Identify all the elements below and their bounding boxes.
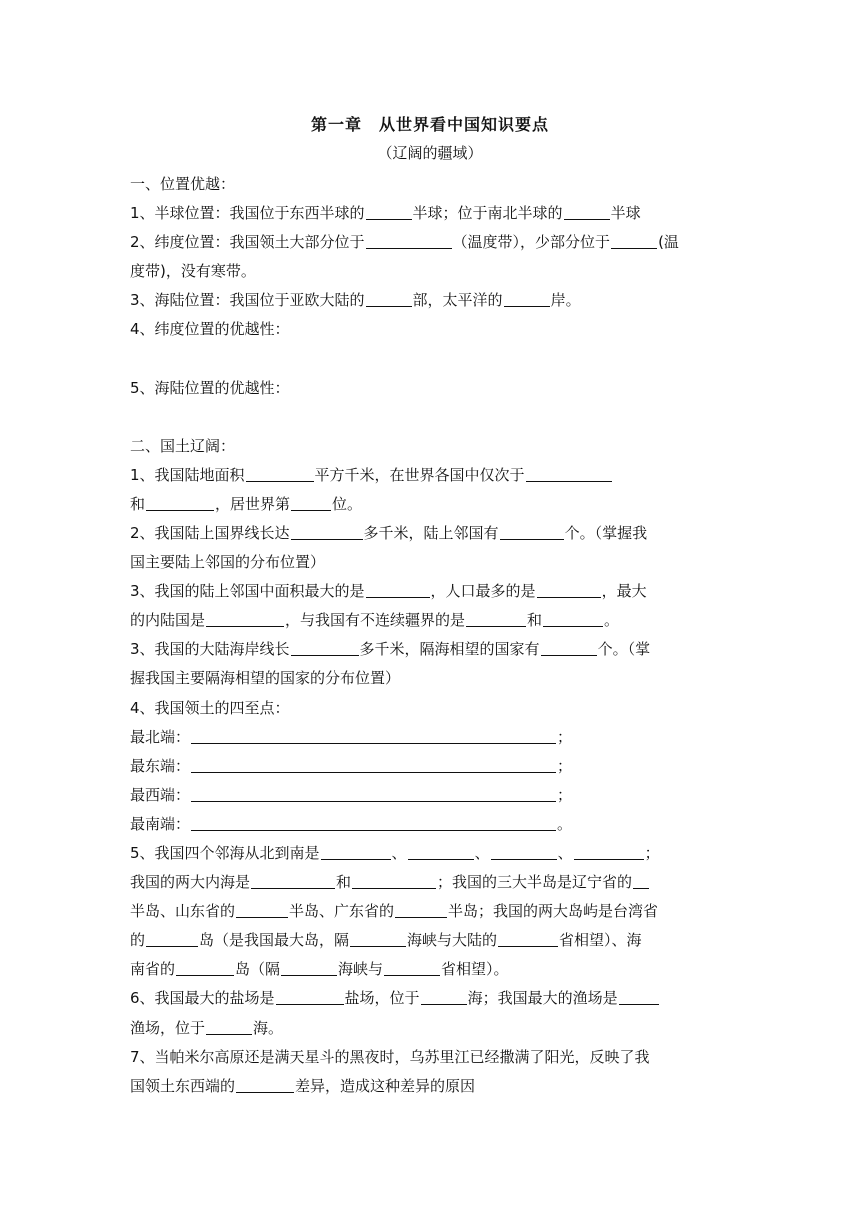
question-line: 4、我国领土的四至点：: [130, 698, 290, 717]
question-line: 我国的两大内海是 和 ；我国的三大半岛是辽宁省的: [130, 868, 735, 897]
question-line: 7、当帕米尔高原还是满天星斗的黑夜时，乌苏里江已经撒满了阳光，反映了我: [130, 1047, 650, 1066]
answer-blank[interactable]: [543, 608, 603, 627]
answer-blank[interactable]: [537, 579, 601, 598]
answer-blank[interactable]: [526, 463, 612, 482]
question-line: 5、我国四个邻海从北到南是 、 、 、 ；: [130, 839, 735, 868]
question-line: 国主要陆上邻国的分布位置）: [130, 553, 326, 572]
answer-blank[interactable]: [366, 288, 412, 307]
section-heading: 一、位置优越：: [130, 175, 236, 193]
answer-blank[interactable]: [366, 230, 452, 249]
question-line: 1、我国陆地面积 平方千米，在世界各国中仅次于: [130, 461, 735, 490]
answer-blank[interactable]: [291, 637, 359, 656]
worksheet-content: [130, 170, 735, 1101]
answer-blank[interactable]: [176, 957, 234, 976]
answer-blank[interactable]: [504, 288, 550, 307]
southernmost-point: 最南端： 。: [130, 810, 735, 839]
answer-blank[interactable]: [236, 899, 288, 918]
answer-blank[interactable]: [251, 870, 335, 889]
question-line: 渔场，位于 海。: [130, 1014, 735, 1043]
answer-blank[interactable]: [291, 521, 363, 540]
question-line: 3、我国的大陆海岸线长 多千米，隔海相望的国家有 个。（掌: [130, 635, 735, 664]
answer-blank[interactable]: [633, 870, 649, 889]
question-line: 半岛、山东省的 半岛、广东省的 半岛；我国的两大岛屿是台湾省: [130, 897, 735, 926]
answer-blank[interactable]: [491, 841, 557, 860]
question-line: 和 ，居世界第 位。: [130, 490, 735, 519]
answer-blank[interactable]: [350, 928, 406, 947]
question-line: 1、半球位置：我国位于东西半球的 半球；位于南北半球的 半球: [130, 199, 735, 228]
answer-space[interactable]: [130, 345, 735, 374]
answer-blank[interactable]: [500, 521, 564, 540]
answer-blank[interactable]: [191, 754, 556, 773]
question-line: 3、我国的陆上邻国中面积最大的是 ，人口最多的是 ，最大: [130, 577, 735, 606]
question-line: 2、我国陆上国界线长达 多千米，陆上邻国有 个。（掌握我: [130, 519, 735, 548]
northernmost-point: 最北端： ；: [130, 723, 735, 752]
answer-space[interactable]: [130, 403, 735, 432]
answer-blank[interactable]: [611, 230, 657, 249]
answer-blank[interactable]: [206, 1016, 252, 1035]
answer-blank[interactable]: [619, 986, 659, 1005]
answer-blank[interactable]: [191, 812, 556, 831]
page-subtitle: （辽阔的疆域）: [377, 144, 483, 162]
answer-blank[interactable]: [191, 725, 556, 744]
question-line: 南省的 岛（隔 海峡与 省相望）。: [130, 955, 735, 984]
answer-blank[interactable]: [366, 579, 430, 598]
answer-blank[interactable]: [236, 1074, 294, 1093]
answer-blank[interactable]: [384, 957, 440, 976]
westernmost-point: 最西端： ；: [130, 781, 735, 810]
answer-blank[interactable]: [421, 986, 467, 1005]
answer-blank[interactable]: [146, 928, 198, 947]
answer-blank[interactable]: [395, 899, 447, 918]
answer-blank[interactable]: [466, 608, 526, 627]
question-line: 4、纬度位置的优越性：: [130, 320, 290, 339]
answer-blank[interactable]: [291, 492, 331, 511]
answer-blank[interactable]: [498, 928, 558, 947]
answer-blank[interactable]: [352, 870, 436, 889]
answer-blank[interactable]: [366, 201, 412, 220]
question-line: 握我国主要隔海相望的国家的分布位置）: [130, 669, 401, 688]
question-line: 国领土东西端的 差异，造成这种差异的原因: [130, 1072, 735, 1101]
question-line: 3、海陆位置：我国位于亚欧大陆的 部，太平洋的 岸。: [130, 286, 735, 315]
question-line: 6、我国最大的盐场是 盐场，位于 海；我国最大的渔场是: [130, 984, 735, 1013]
section-heading: 二、国土辽阔：: [130, 436, 236, 455]
question-line: 2、纬度位置：我国领土大部分位于 （温度带），少部分位于 (温: [130, 228, 735, 257]
answer-blank[interactable]: [191, 783, 556, 802]
answer-blank[interactable]: [321, 841, 391, 860]
answer-blank[interactable]: [574, 841, 644, 860]
answer-blank[interactable]: [146, 492, 214, 511]
question-line: 的内陆国是 ，与我国有不连续疆界的是 和 。: [130, 606, 735, 635]
page-title: 第一章 从世界看中国知识要点: [310, 115, 549, 134]
answer-blank[interactable]: [408, 841, 474, 860]
answer-blank[interactable]: [276, 986, 344, 1005]
answer-blank[interactable]: [206, 608, 284, 627]
easternmost-point: 最东端： ；: [130, 752, 735, 781]
question-line: 5、海陆位置的优越性：: [130, 378, 290, 397]
answer-blank[interactable]: [541, 637, 597, 656]
answer-blank[interactable]: [564, 201, 610, 220]
answer-blank[interactable]: [281, 957, 337, 976]
answer-blank[interactable]: [246, 463, 314, 482]
question-line: 度带)，没有寒带。: [130, 262, 256, 281]
question-line: 的 岛（是我国最大岛，隔 海峡与大陆的 省相望）、海: [130, 926, 735, 955]
